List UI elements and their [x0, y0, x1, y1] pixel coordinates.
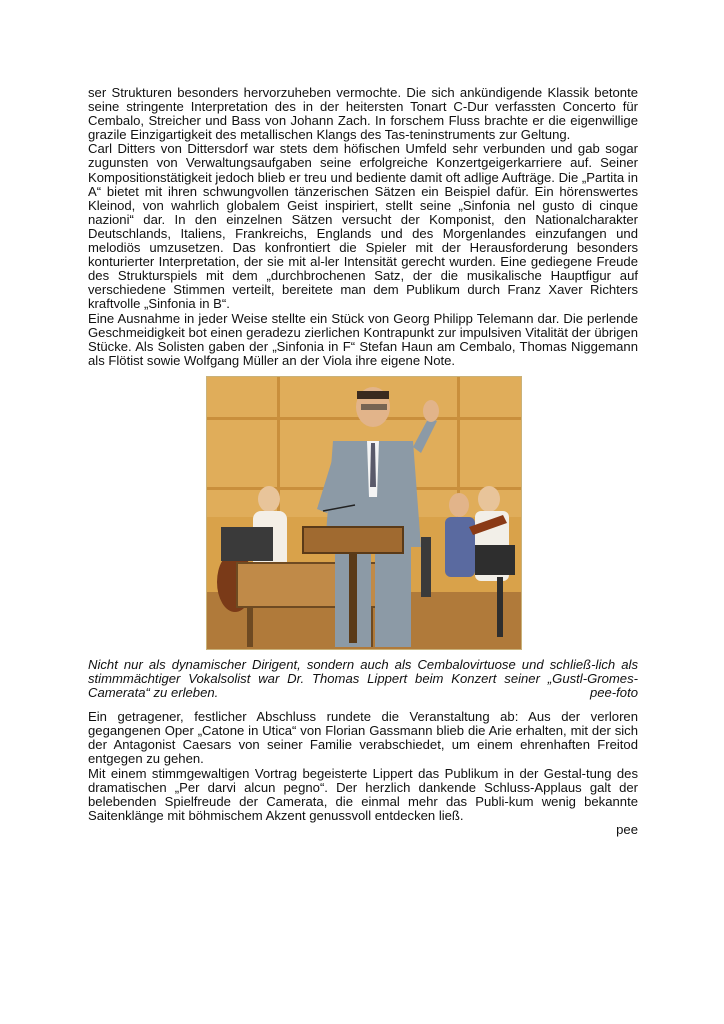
concert-photo [206, 376, 522, 650]
author-signature: pee [616, 821, 638, 837]
photo-credit: pee-foto [589, 685, 638, 701]
article-continuation [88, 710, 638, 837]
article-paragraph: Eine Ausnahme in jeder Weise stellte ein Stück von Georg Philipp Telemann dar. Die perlende Geschmeidigkeit bot einen geradezu zierlichen Kontrapunkt zur impulsiven Vitalität der übrigen Stücke. Als Solisten gaben der „Sinfonia in F“ Stefan Haun am Cembalo, Thomas Niggemann als Flötist sowie Wolfgang Müller an der Viola ihre eigene Note. [88, 310, 638, 368]
article-paragraph: Carl Ditters von Dittersdorf war stets dem höfischen Umfeld sehr verbunden und gab sogar zugunsten von Verwaltungsaufgaben seine erfolgreiche Konzertgeigerkarriere auf. Seiner Kompositionstätigkeit jedoch blieb er treu und bediente damit oft adlige Aufträge. Die „Partita in A“ bietet mit ihren schwungvollen tänzerischen Sätzen ein Beispiel dafür. Ein hörenswertes Kleinod, von wahrlich globalem Geist inspiriert, stellt seine „Sinfonia nel gusto di cinque nazioni“ dar. In den einzelnen Sätzen versucht der Komponist, den Nationalcharakter Deutschlands, Italiens, Frankreichs, Englands und des Morgenlandes einzufangen und melodiös umzusetzen. Das konfrontiert die Spieler mit der Herausforderung besonders konturierter Interpretation, der sie mit al-ler Intensität gerecht wurden. Eine gediegene Freude des Strukturspiels mit dem „durchbrochenen Satz, der die musikalische Hauptfigur auf verschiedene Stimmen verteilt, bereitete man dem Publikum durch Franz Xaver Richters kraftvolle „Sinfonia in B“. [88, 141, 638, 312]
caption-text: Nicht nur als dynamischer Dirigent, sondern auch als Cembalovirtuose und schließ-lich als stimmmächtiger Vokalsolist war Dr. Thomas Lippert beim Konzert seiner „Gustl-Gromes-Camerata“ zu erleben. [88, 656, 638, 701]
article-paragraph: ser Strukturen besonders hervorzuheben vermochte. Die sich ankündigende Klassik betonte seine stringente Interpretation des in der heitersten Tonart C-Dur verfassten Concerto für Cembalo, Streicher und Bass von Johann Zach. In forschem Fluss brachte er die eigenwillige grazile Einzigartigkeit des metallischen Klangs des Tas-teninstruments zur Geltung. [88, 85, 638, 143]
photo-caption [88, 658, 638, 700]
signature-row [88, 823, 638, 837]
article-paragraph: Ein getragener, festlicher Abschluss rundete die Veranstaltung ab: Aus der verloren gegangenen Oper „Catone in Utica“ von Florian Gassmann blieb die Arie erhalten, mit der sich der Antagonist Caesars von seiner Familie verabschiedet, um einem ehrenhaften Freitod entgegen zu gehen. [88, 709, 638, 767]
article-page [88, 86, 638, 837]
article-paragraph: Mit einem stimmgewaltigen Vortrag begeisterte Lippert das Publikum in der Gestal-tung des dramatischen „Per darvi alcun pegno“. Der herzlich dankende Schluss-Applaus galt der belebenden Spielfreude der Camerata, die einmal mehr das Publi-kum wenig bekannte Saitenklänge mit böhmischem Akzent genussvoll entdecken ließ. [88, 765, 638, 823]
